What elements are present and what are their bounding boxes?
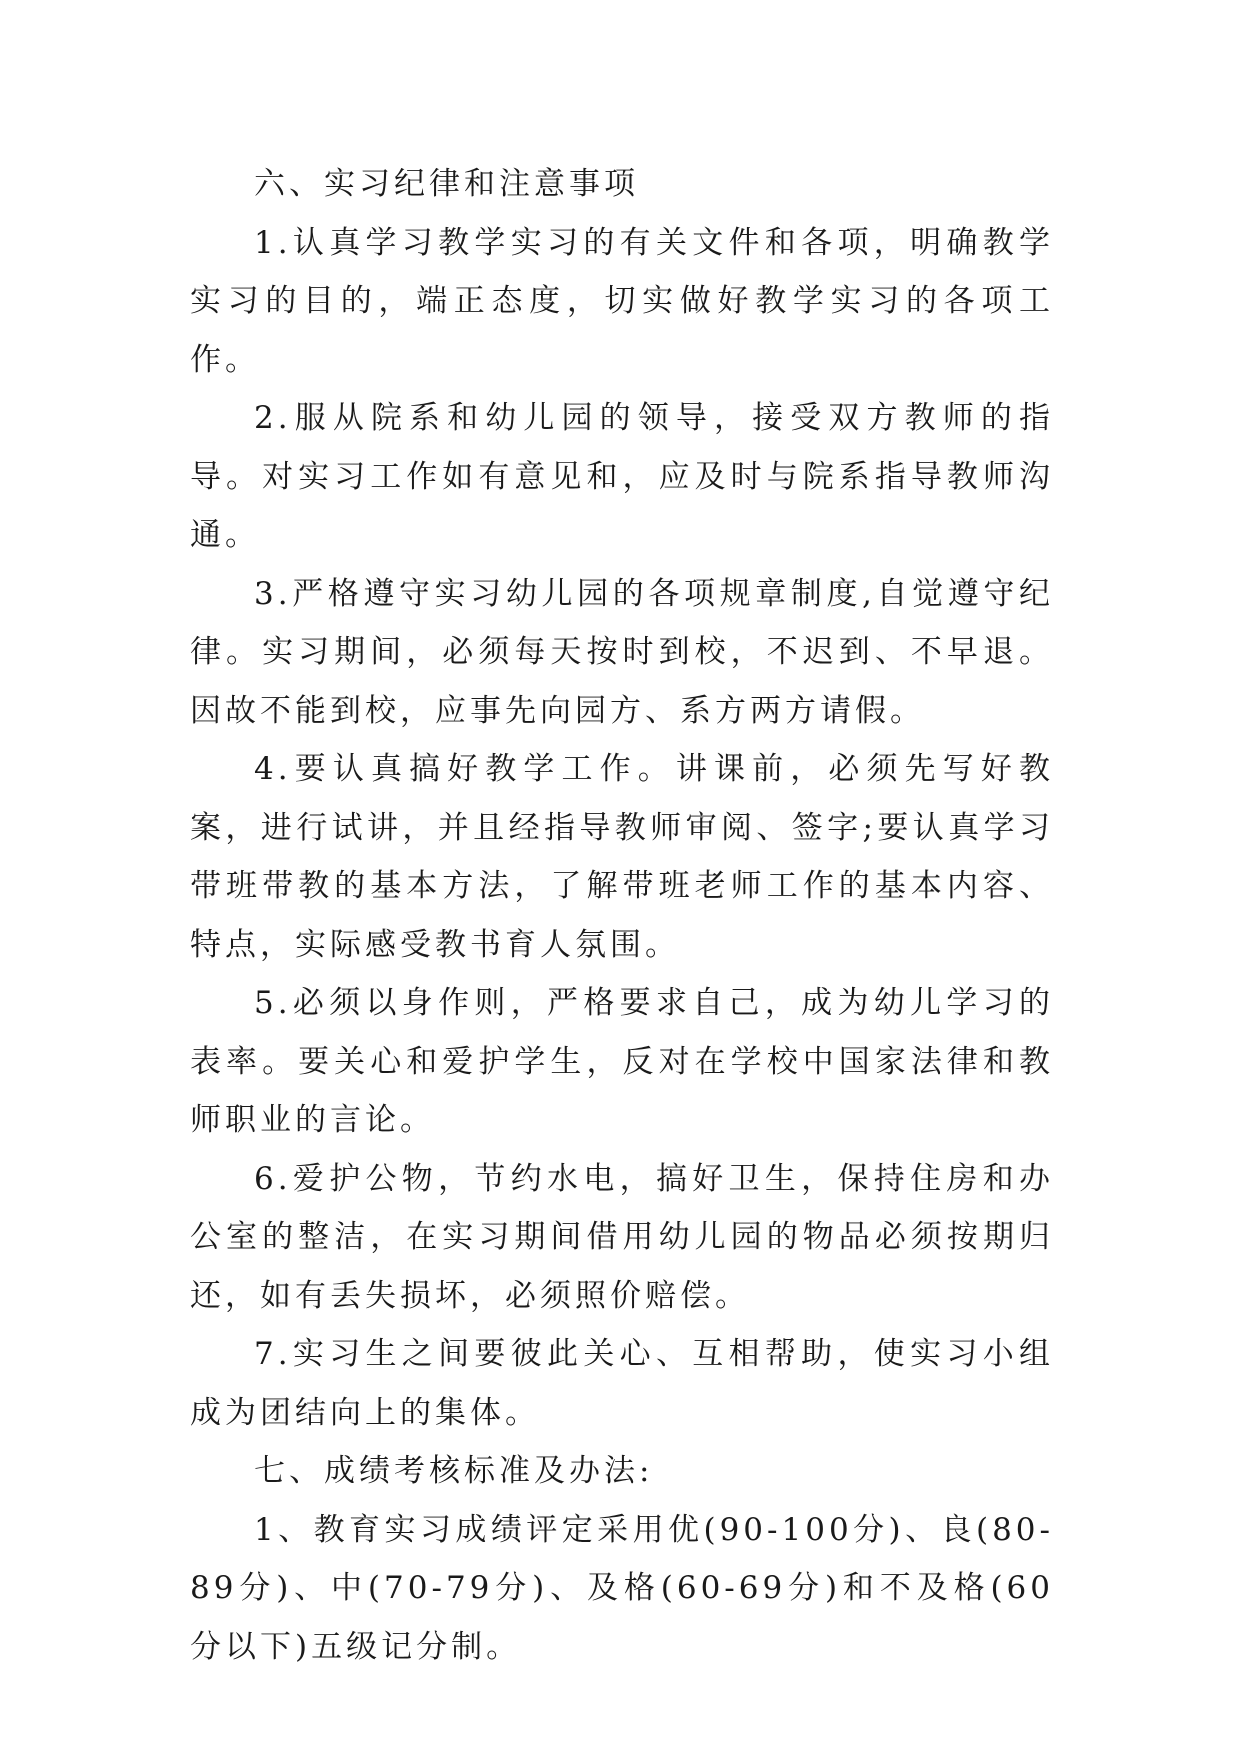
section-heading-assessment: 七、成绩考核标准及办法: [254, 1453, 654, 1489]
paragraph-item-1: 1.认真学习教学实习的有关文件和各项，明确教学实习的目的，端正态度，切实做好教学实习的各项工作。 [190, 224, 1054, 378]
paragraph-item-7: 7.实习生之间要彼此关心、互相帮助，使实习小组成为团结向上的集体。 [190, 1336, 1054, 1431]
paragraph-item-2: 2.服从院系和幼儿园的领导，接受双方教师的指导。对实习工作如有意见和，应及时与院系指导教师沟通。 [190, 400, 1054, 553]
paragraph-item-6: 6.爱护公物，节约水电，搞好卫生，保持住房和办公室的整洁，在实习期间借用幼儿园的物品必须按期归还，如有丢失损坏，必须照价赔偿。 [190, 1160, 1054, 1314]
paragraph-item-4: 4.要认真搞好教学工作。讲课前，必须先写好教案，进行试讲，并且经指导教师审阅、签字;要认真学习带班带教的基本方法，了解带班老师工作的基本内容、特点，实际感受教书育人氛围。 [190, 751, 1054, 963]
paragraph-grading-scale: 1、教育实习成绩评定采用优(90-100分)、良(80-89分)、中(70-79分)、及格(60-69分)和不及格(60分以下)五级记分制。 [190, 1511, 1054, 1665]
paragraph-item-3: 3.严格遵守实习幼儿园的各项规章制度,自觉遵守纪律。实习期间，必须每天按时到校，不迟到、不早退。因故不能到校，应事先向园方、系方两方请假。 [190, 575, 1054, 729]
paragraph-item-5: 5.必须以身作则，严格要求自己，成为幼儿学习的表率。要关心和爱护学生，反对在学校中国家法律和教师职业的言论。 [190, 985, 1054, 1138]
document-body [190, 155, 1054, 1676]
section-heading-discipline: 六、实习纪律和注意事项 [254, 166, 639, 202]
